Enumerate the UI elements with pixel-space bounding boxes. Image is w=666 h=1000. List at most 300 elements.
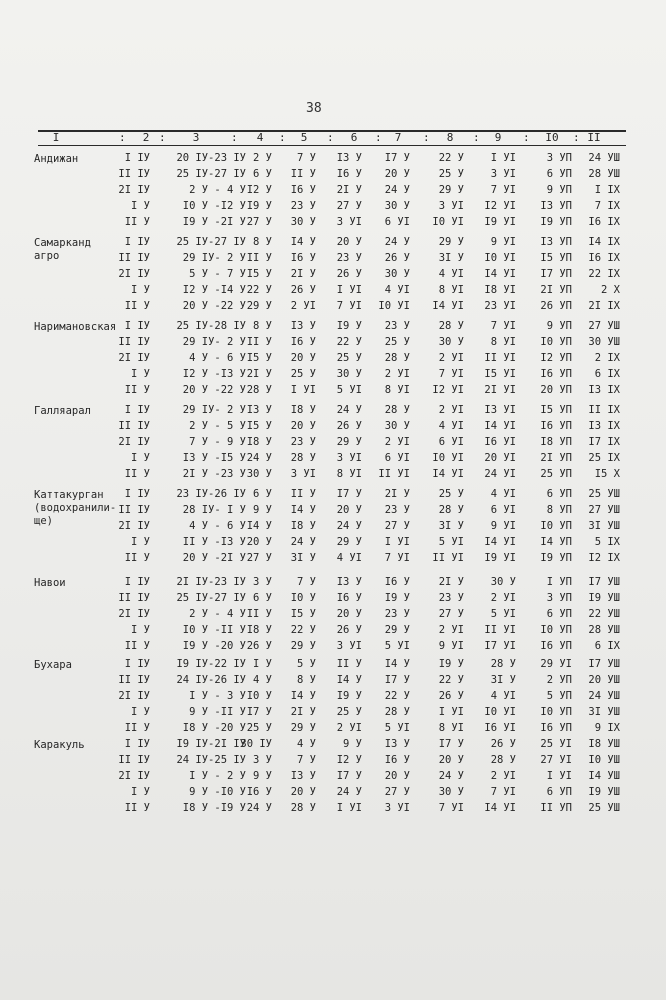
station-name: Андижан [34, 153, 79, 165]
table-cell: 7 У - 9 У [189, 436, 246, 448]
table-cell: 26 У [490, 738, 516, 750]
table-cell: 26 У [438, 690, 464, 702]
table-cell: II У [290, 488, 316, 500]
table-cell: 29 У [336, 436, 362, 448]
table-cell: 28 IУ- I У [182, 504, 246, 516]
table-cell: I0 УI [432, 216, 464, 228]
table-cell: 22 IX [588, 268, 620, 280]
table-cell: 7 УI [438, 368, 464, 380]
table-cell: 2I IУ-23 IУ [176, 576, 246, 588]
table-cell: 6 IX [594, 640, 620, 652]
table-cell: 5 IX [594, 536, 620, 548]
table-cell: I6 УI [484, 436, 516, 448]
column-separator: : [231, 131, 238, 144]
table-cell: II IУ [118, 674, 150, 686]
column-separator: : [159, 131, 166, 144]
table-cell: 8 У [297, 674, 316, 686]
table-cell: 2I У [384, 488, 410, 500]
table-cell: I3 У [246, 404, 272, 416]
table-cell: I УI [490, 152, 516, 164]
table-cell: 9 У [253, 770, 272, 782]
table-cell: I3 У [290, 320, 316, 332]
table-row [0, 403, 666, 418]
column-header: II [587, 131, 601, 144]
table-cell: I IУ [124, 488, 150, 500]
table-cell: 3 УI [290, 468, 316, 480]
table-cell: I У [131, 706, 150, 718]
table-cell: I4 УI [484, 536, 516, 548]
table-cell: 26 У [384, 252, 410, 264]
table-cell: 30 У [438, 786, 464, 798]
table-cell: II УI [484, 624, 516, 636]
table-cell: I8 У -20 У [182, 722, 246, 734]
table-cell: 2I У [290, 706, 316, 718]
table-cell: 8 УП [546, 504, 572, 516]
table-cell: 25 У [438, 168, 464, 180]
table-cell: I9 УI [484, 216, 516, 228]
table-cell: 6 УП [546, 608, 572, 620]
table-cell: 2 У [253, 152, 272, 164]
table-cell: 26 У [246, 640, 272, 652]
column-separator: : [375, 131, 382, 144]
table-cell: 20 У [290, 352, 316, 364]
table-cell: I УI [290, 384, 316, 396]
table-cell: 2 УI [438, 352, 464, 364]
table-cell: 29 У [246, 300, 272, 312]
table-cell: I9 У [336, 690, 362, 702]
table-cell: 25 УШ [588, 488, 620, 500]
table-cell: 30 У [246, 468, 272, 480]
table-cell: II У [246, 336, 272, 348]
table-cell: I3 УП [540, 236, 572, 248]
table-cell: I5 УП [540, 252, 572, 264]
table-cell: 9 УП [546, 184, 572, 196]
table-cell: 28 У [438, 320, 464, 332]
table-cell: 4 УI [438, 420, 464, 432]
table-cell: I УI [438, 706, 464, 718]
table-cell: 22 У [336, 336, 362, 348]
table-cell: I7 УП [540, 268, 572, 280]
table-cell: 7 УI [490, 184, 516, 196]
table-cell: 20 У -2I У [182, 552, 246, 564]
table-cell: 25 УП [540, 468, 572, 480]
table-cell: 25 IУ-28 IУ [176, 320, 246, 332]
table-cell: 30 У [384, 200, 410, 212]
table-row [0, 335, 666, 350]
table-cell: I2 УI [484, 200, 516, 212]
table-cell: 29 У [438, 236, 464, 248]
table-cell: 20 У [438, 754, 464, 766]
table-cell: 28 У [438, 504, 464, 516]
table-cell: I6 У [336, 592, 362, 604]
table-cell: I8 У [246, 624, 272, 636]
table-row [0, 319, 666, 334]
column-separator: : [523, 131, 530, 144]
table-cell: I7 УШ [588, 576, 620, 588]
table-cell: II У [124, 216, 150, 228]
table-cell: 5 УI [490, 608, 516, 620]
table-cell: I УI [336, 802, 362, 814]
station-name: Наримановская [34, 321, 117, 333]
table-cell: I7 У [336, 770, 362, 782]
table-cell: 6 УI [384, 452, 410, 464]
table-row [0, 451, 666, 466]
table-cell: 28 У [246, 384, 272, 396]
table-cell: I8 У -I9 У [182, 802, 246, 814]
table-cell: II У [124, 468, 150, 480]
table-cell: 9 УП [546, 320, 572, 332]
table-cell: 4 У [253, 674, 272, 686]
table-cell: I IУ [124, 576, 150, 588]
table-cell: 22 У [438, 152, 464, 164]
table-cell: 9 УI [490, 520, 516, 532]
table-cell: 24 IУ-26 IУ [176, 674, 246, 686]
table-cell: 3 УI [438, 200, 464, 212]
table-cell: 2 УI [290, 300, 316, 312]
table-cell: 2I IУ [118, 770, 150, 782]
table-cell: 24 У [438, 770, 464, 782]
table-cell: 20 У -22 У [182, 300, 246, 312]
table-cell: 3 У [253, 576, 272, 588]
column-separator: : [473, 131, 480, 144]
table-cell: I2 У [246, 184, 272, 196]
table-cell: 9 У -I0 У [189, 786, 246, 798]
table-cell: I5 УI [484, 368, 516, 380]
table-cell: 22 У [438, 674, 464, 686]
table-cell: 27 УI [540, 754, 572, 766]
table-row [0, 467, 666, 482]
column-separator: : [279, 131, 286, 144]
table-cell: 2I IУ [118, 184, 150, 196]
table-cell: I6 УП [540, 368, 572, 380]
table-cell: 29 У [290, 640, 316, 652]
table-cell: I5 X [594, 468, 620, 480]
table-cell: I3 У [336, 152, 362, 164]
table-cell: I6 У [384, 754, 410, 766]
table-cell: 3I УШ [588, 706, 620, 718]
table-cell: 3 УП [546, 152, 572, 164]
table-row [0, 721, 666, 736]
table-cell: II У [124, 722, 150, 734]
table-cell: I4 УП [540, 536, 572, 548]
table-cell: I3 IX [588, 384, 620, 396]
column-header: 6 [350, 131, 358, 144]
table-cell: 6 УП [546, 488, 572, 500]
table-cell: 2 У - 5 У [189, 420, 246, 432]
table-row [0, 215, 666, 230]
table-cell: II У [124, 640, 150, 652]
table-cell: 25 У [384, 336, 410, 348]
table-cell: 6 IX [594, 368, 620, 380]
table-cell: 4 У - 6 У [189, 520, 246, 532]
table-cell: 2I IУ [118, 520, 150, 532]
table-cell: I IУ [124, 738, 150, 750]
table-cell: I9 У [336, 320, 362, 332]
table-cell: 3I У [490, 674, 516, 686]
table-cell: 2I У -23 У [182, 468, 246, 480]
table-cell: 2 УI [438, 404, 464, 416]
table-cell: I УI [336, 284, 362, 296]
table-cell: 2 УI [384, 368, 410, 380]
table-cell: 25 У [290, 368, 316, 380]
table-cell: 30 У [384, 420, 410, 432]
column-header: 8 [446, 131, 454, 144]
table-row [0, 591, 666, 606]
table-cell: I IУ [124, 152, 150, 164]
table-cell: I4 У [290, 690, 316, 702]
table-cell: I IX [594, 184, 620, 196]
table-cell: 23 У [336, 252, 362, 264]
table-cell: I4 УШ [588, 770, 620, 782]
table-cell: I9 УШ [588, 786, 620, 798]
table-cell: 28 У [290, 452, 316, 464]
table-row [0, 689, 666, 704]
table-cell: 2I IУ [118, 352, 150, 364]
column-separator: : [119, 131, 126, 144]
table-cell: 2I УП [540, 284, 572, 296]
table-row [0, 151, 666, 166]
table-row [0, 607, 666, 622]
table-cell: 26 УП [540, 300, 572, 312]
table-cell: 2I IУ [118, 436, 150, 448]
table-row [0, 785, 666, 800]
table-cell: 20 У [246, 536, 272, 548]
column-separator: : [423, 131, 430, 144]
table-cell: I6 У [290, 252, 316, 264]
table-cell: 29 IУ- 2 У [182, 336, 246, 348]
table-cell: 30 У [290, 216, 316, 228]
table-cell: 2I У [246, 368, 272, 380]
table-cell: 30 У [438, 336, 464, 348]
table-cell: 3 У [253, 754, 272, 766]
table-row [0, 503, 666, 518]
table-cell: I0 УП [540, 706, 572, 718]
table-cell: I У [131, 284, 150, 296]
table-cell: 24 У [336, 786, 362, 798]
column-separator: : [327, 131, 334, 144]
table-cell: II УП [540, 802, 572, 814]
table-cell: I7 У [246, 706, 272, 718]
table-cell: I УI [384, 536, 410, 548]
table-cell: 2 IX [594, 352, 620, 364]
column-header: I0 [545, 131, 559, 144]
table-cell: I9 У [384, 592, 410, 604]
column-header: 3 [192, 131, 200, 144]
table-cell: II У [124, 384, 150, 396]
table-row [0, 801, 666, 816]
table-cell: 24 У [384, 236, 410, 248]
table-cell: II УI [378, 468, 410, 480]
table-cell: I0 У -II У [182, 624, 246, 636]
table-cell: 8 УI [384, 384, 410, 396]
table-cell: 5 У - 7 У [189, 268, 246, 280]
table-cell: 26 У [336, 420, 362, 432]
table-cell: 3 УП [546, 592, 572, 604]
table-cell: 24 У [336, 404, 362, 416]
table-cell: 28 У [384, 404, 410, 416]
table-cell: II IУ [118, 420, 150, 432]
column-separator: : [573, 131, 580, 144]
table-cell: I У - 3 У [189, 690, 246, 702]
table-cell: 7 У [297, 576, 316, 588]
table-cell: 22 У [246, 284, 272, 296]
table-cell: 30 У [384, 268, 410, 280]
table-cell: 24 У [384, 184, 410, 196]
table-row [0, 575, 666, 590]
table-cell: I9 У -20 У [182, 640, 246, 652]
table-cell: 29 IУ- 2 У [182, 252, 246, 264]
table-cell: I3 IX [588, 420, 620, 432]
table-cell: I У [131, 536, 150, 548]
table-cell: 2I У [336, 184, 362, 196]
table-cell: 9 У -II У [189, 706, 246, 718]
table-cell: I IУ [124, 658, 150, 670]
table-cell: 2I У [438, 576, 464, 588]
table-cell: I9 IУ-22 IУ [176, 658, 246, 670]
table-cell: 2I IУ [118, 690, 150, 702]
table-cell: 23 У [438, 592, 464, 604]
table-cell: 6 УП [546, 168, 572, 180]
table-cell: I4 У [290, 504, 316, 516]
table-cell: I7 УI [484, 640, 516, 652]
table-cell: 6 УI [438, 436, 464, 448]
table-cell: I УП [546, 576, 572, 588]
table-cell: I6 УП [540, 722, 572, 734]
table-row [0, 351, 666, 366]
table-cell: 20 УП [540, 384, 572, 396]
table-cell: I4 УI [484, 802, 516, 814]
table-cell: I2 УП [540, 352, 572, 364]
table-cell: I6 УI [484, 722, 516, 734]
table-cell: II IУ [118, 336, 150, 348]
table-cell: I9 УШ [588, 592, 620, 604]
table-cell: 2 УI [490, 770, 516, 782]
table-row [0, 639, 666, 654]
table-cell: 26 У [336, 624, 362, 636]
table-cell: I0 УI [378, 300, 410, 312]
table-cell: 24 У [246, 802, 272, 814]
table-row [0, 283, 666, 298]
table-cell: 23 У [384, 504, 410, 516]
table-cell: II IУ [118, 252, 150, 264]
table-cell: 3I У [290, 552, 316, 564]
table-cell: 9 У [253, 504, 272, 516]
table-cell: 30 У [490, 576, 516, 588]
table-cell: I У [253, 658, 272, 670]
table-cell: II IУ [118, 754, 150, 766]
table-cell: I5 У [290, 608, 316, 620]
table-cell: 2I IX [588, 300, 620, 312]
table-cell: I5 УП [540, 404, 572, 416]
table-cell: 2 УI [384, 436, 410, 448]
table-cell: 7 УI [336, 300, 362, 312]
table-cell: II У [124, 552, 150, 564]
table-cell: 27 У [384, 786, 410, 798]
table-cell: I0 У [246, 690, 272, 702]
table-cell: 3I УШ [588, 520, 620, 532]
table-cell: 8 У [253, 320, 272, 332]
table-cell: I4 УI [432, 300, 464, 312]
table-cell: 27 У [384, 520, 410, 532]
table-cell: 5 УП [546, 690, 572, 702]
table-cell: 20 У -22 У [182, 384, 246, 396]
header-bottom-rule [38, 145, 626, 146]
table-cell: 27 У [336, 200, 362, 212]
table-cell: I6 У [290, 184, 316, 196]
table-cell: 4 У - 6 У [189, 352, 246, 364]
table-row [0, 235, 666, 250]
table-cell: I2 У -I4 У [182, 284, 246, 296]
table-cell: 3 УI [384, 802, 410, 814]
table-cell: II У [124, 300, 150, 312]
table-cell: 3 УI [490, 168, 516, 180]
table-cell: II У [246, 252, 272, 264]
table-cell: I У [131, 200, 150, 212]
table-cell: I9 У -2I У [182, 216, 246, 228]
table-cell: I5 У [246, 268, 272, 280]
table-cell: 20 У [336, 608, 362, 620]
table-cell: 20 У [384, 168, 410, 180]
table-row [0, 487, 666, 502]
table-row [0, 367, 666, 382]
table-cell: 3I У [438, 520, 464, 532]
table-cell: I8 У [290, 404, 316, 416]
table-cell: II IУ [118, 592, 150, 604]
table-row [0, 551, 666, 566]
table-cell: I3 УП [540, 200, 572, 212]
table-cell: 24 УШ [588, 690, 620, 702]
column-header: 5 [300, 131, 308, 144]
table-row [0, 705, 666, 720]
table-cell: 23 У [384, 608, 410, 620]
table-cell: I4 УI [484, 420, 516, 432]
table-cell: 25 IУ-27 IУ [176, 236, 246, 248]
table-cell: 20 У [290, 786, 316, 798]
table-row [0, 769, 666, 784]
table-cell: I9 УI [484, 552, 516, 564]
table-cell: I8 УП [540, 436, 572, 448]
table-cell: 20 УI [484, 452, 516, 464]
table-cell: I У - 2 У [189, 770, 246, 782]
table-cell: 27 УШ [588, 320, 620, 332]
table-cell: 7 IX [594, 200, 620, 212]
table-cell: II IУ [118, 504, 150, 516]
table-cell: I4 УI [432, 468, 464, 480]
table-cell: 30 У [336, 368, 362, 380]
table-cell: I2 IX [588, 552, 620, 564]
table-cell: 29 У [290, 722, 316, 734]
table-cell: 27 У [246, 216, 272, 228]
table-cell: 27 У [246, 552, 272, 564]
table-row [0, 673, 666, 688]
table-cell: 2 УI [336, 722, 362, 734]
table-cell: 25 УШ [588, 802, 620, 814]
page-number: 38 [306, 101, 322, 116]
table-cell: I IУ [124, 320, 150, 332]
table-cell: 24 У [336, 520, 362, 532]
table-cell: I У [131, 786, 150, 798]
table-cell: 6 УI [384, 216, 410, 228]
table-cell: II У -I3 У [182, 536, 246, 548]
table-row [0, 623, 666, 638]
station-name: Бухара [34, 659, 72, 671]
table-cell: 2I У [290, 268, 316, 280]
table-cell: 6 У [253, 488, 272, 500]
table-cell: I9 УП [540, 552, 572, 564]
table-cell: I IУ [124, 404, 150, 416]
table-cell: 23 УI [484, 300, 516, 312]
table-row [0, 519, 666, 534]
